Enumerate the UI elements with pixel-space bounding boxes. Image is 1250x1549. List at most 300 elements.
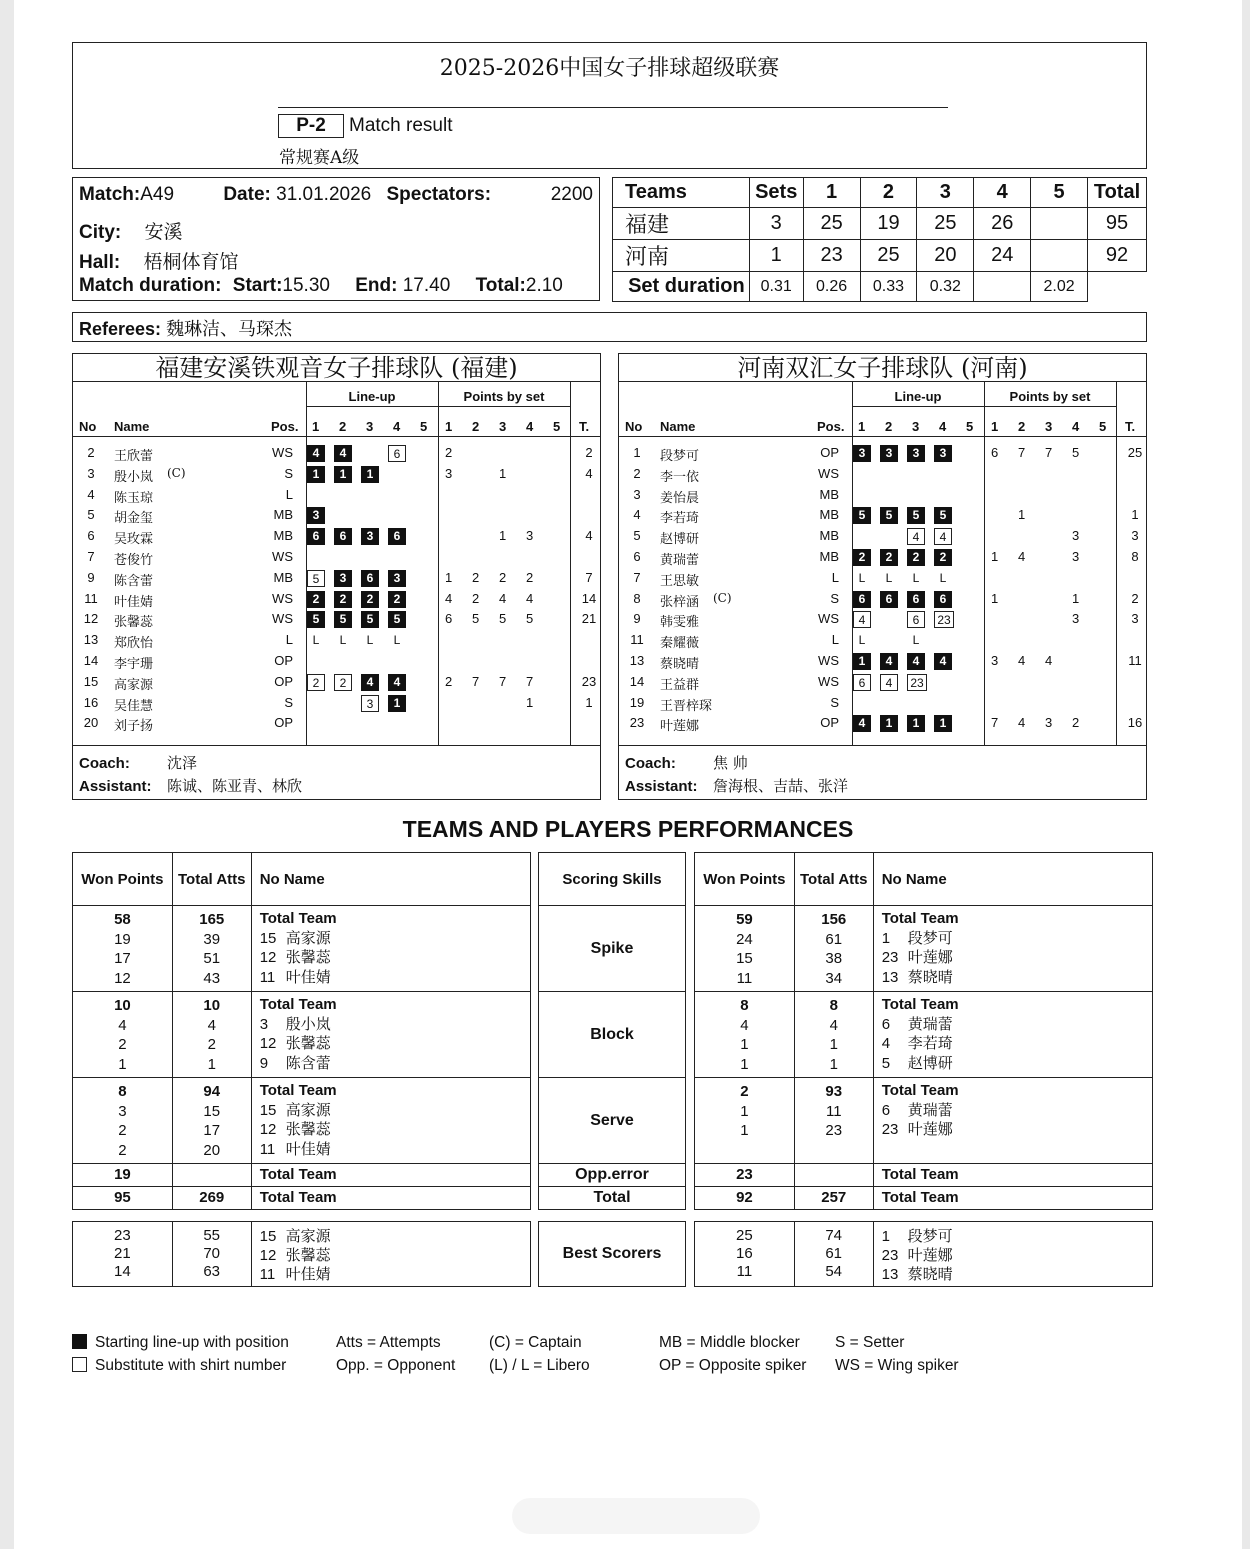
best-total-atts: [794, 1222, 873, 1287]
player-name: 秦耀薇: [660, 636, 700, 652]
points-set1: 6: [991, 445, 999, 460]
best-total-atts: [172, 1222, 251, 1287]
team-b-set2: 25: [860, 240, 917, 272]
best-atts: 61: [825, 1245, 843, 1262]
team-a-group-rule: [306, 406, 570, 407]
player-number: 9: [259, 1054, 269, 1072]
team-a-lineup-header: Line-up: [348, 389, 396, 404]
team-a-points-set1-header: 1: [445, 419, 453, 434]
best-scorers-b: [694, 1221, 1153, 1287]
player-position: MB: [273, 507, 293, 523]
player-position: MB: [819, 507, 839, 523]
perf-header-row: [73, 853, 531, 906]
legend-opp: Opp. = Opponent: [336, 1357, 456, 1374]
player-number: 3: [633, 486, 641, 502]
lineup-set1: 3: [307, 507, 325, 524]
lineup-set1: 3: [853, 445, 871, 462]
player-row: [73, 630, 600, 650]
perf-value: 23: [825, 1122, 843, 1139]
team-b-title: 河南双汇女子排球队 (河南): [619, 354, 1146, 382]
lineup-set3: 3: [361, 528, 379, 545]
player-position: WS: [818, 673, 839, 689]
player-row: [73, 485, 600, 505]
best-name-line: [260, 1265, 530, 1284]
player-total: 21: [581, 611, 597, 627]
player-row: [73, 651, 600, 671]
player-number: 6: [881, 1101, 891, 1119]
team-b-set1: 23: [803, 240, 860, 272]
best-name-line: [260, 1246, 530, 1265]
team-b-assistant-row: [625, 775, 848, 796]
points-set4: 5: [526, 611, 534, 627]
lineup-set3: 1: [361, 466, 379, 483]
lineup-set4: 3: [934, 445, 952, 462]
team-b-lineup-set4-header: 4: [939, 419, 947, 434]
points-set3: 7: [1045, 445, 1053, 460]
total-team-label: Total Team: [259, 1082, 337, 1099]
won-points: 23: [695, 1164, 795, 1187]
header-box: [72, 42, 1147, 169]
team-a-set1: 25: [803, 208, 860, 240]
player-name: 李若琦: [660, 511, 700, 527]
city-row: [79, 217, 183, 244]
player-number: 2: [633, 465, 641, 481]
perf-value: 38: [825, 950, 843, 967]
team-a-no-header: No: [79, 419, 97, 434]
perf-name-cell: [251, 992, 530, 1078]
player-number: 9: [87, 569, 95, 585]
best-points: 21: [114, 1245, 131, 1262]
player-number: 14: [83, 653, 99, 668]
lineup-set2: 4: [880, 674, 898, 691]
lineup-set2: 4: [880, 653, 898, 670]
skill-row-spike: [73, 906, 531, 992]
best-scorers-row: [695, 1222, 1153, 1287]
perf-cell: [695, 992, 795, 1078]
player-position: OP: [274, 653, 293, 668]
team-b-set3: 20: [917, 240, 974, 272]
lineup-set2: 5: [880, 507, 898, 524]
perf-name-line: [260, 1081, 530, 1101]
team-a-coach-row: [79, 752, 197, 773]
team-b-roster: [618, 353, 1147, 800]
points-set3: 4: [1045, 653, 1053, 668]
perf-value: 17: [114, 950, 131, 967]
points-set2: 2: [472, 590, 480, 606]
total-atts-header: Total Atts: [172, 853, 251, 906]
teams-header: Teams: [613, 178, 750, 208]
perf-cell: [172, 1078, 251, 1164]
best-points: 11: [736, 1263, 753, 1280]
skill-name: Block: [539, 992, 686, 1078]
player-name: 黄瑞蕾: [907, 1100, 953, 1119]
opp-label-row: [539, 1164, 686, 1187]
lineup-set3: 6: [907, 611, 925, 628]
won-points: 95: [73, 1187, 173, 1210]
player-number: 1: [881, 929, 891, 947]
set5-header: 5: [1031, 178, 1088, 208]
lineup-set3: 5: [361, 611, 379, 628]
team-a-assistant-row: [79, 775, 302, 796]
match-code: A49: [140, 184, 175, 205]
player-name: 吴佳慧: [114, 698, 154, 714]
player-number: 11: [259, 1266, 276, 1283]
lineup-set3: 6: [907, 591, 925, 608]
points-set2: 7: [1018, 445, 1026, 460]
player-row: [619, 630, 1146, 650]
player-row: [619, 713, 1146, 733]
team-a-header-rule: [73, 436, 600, 437]
doc-type: Match result: [349, 115, 453, 136]
skills-header-row: [539, 853, 686, 906]
team-b-points-header: Points by set: [1009, 389, 1091, 404]
lineup-set3: 2: [907, 549, 925, 566]
points-set3: 2: [499, 569, 507, 585]
hall-row: [79, 247, 238, 274]
perf-name-line: [882, 948, 1152, 968]
team-a-lineup-set1-header: 1: [312, 419, 320, 434]
best-scorers-row: [73, 1222, 531, 1287]
team-b-coach-name: 焦 帅: [713, 754, 748, 772]
player-number: 8: [633, 590, 641, 606]
player-name: 张馨蕊: [285, 1034, 331, 1052]
total-header: Total: [1088, 178, 1147, 208]
player-number: 9: [633, 611, 641, 627]
perf-value: 15: [736, 950, 753, 967]
player-row: [73, 443, 600, 463]
player-number: 13: [881, 968, 899, 986]
player-name: 韩雯雅: [660, 615, 700, 631]
points-set1: 2: [445, 445, 453, 460]
points-set2: 5: [472, 611, 480, 627]
player-number: 15: [259, 1101, 277, 1119]
set-scores-table: [612, 177, 1147, 302]
best-names: [251, 1222, 530, 1287]
player-total: 25: [1127, 445, 1143, 460]
lineup-set1: 4: [853, 611, 871, 628]
captain-mark: (C): [167, 465, 186, 480]
points-set4: 2: [526, 569, 534, 585]
lineup-set3: 23: [907, 674, 927, 691]
performances-title: TEAMS AND PLAYERS PERFORMANCES: [402, 816, 854, 842]
total-label: Total: [539, 1187, 686, 1210]
player-total: 2: [1131, 590, 1139, 606]
perf-value: 2: [207, 1036, 216, 1053]
perf-value: 43: [203, 969, 221, 987]
player-row: [619, 526, 1146, 546]
lineup-set1: 6: [853, 591, 871, 608]
player-number: 6: [87, 528, 95, 544]
skill-row-serve: [73, 1078, 531, 1164]
player-name: 赵博研: [660, 532, 700, 548]
points-set2: 1: [1018, 507, 1026, 523]
perf-value: 20: [203, 1141, 221, 1159]
total-label: Total:: [475, 275, 526, 296]
player-name: 胡金玺: [114, 511, 154, 527]
perf-cell: [73, 992, 173, 1078]
points-set4: 3: [526, 528, 534, 544]
perf-cell: [73, 906, 173, 992]
player-name: 苍俊竹: [114, 553, 154, 568]
player-row: [73, 672, 600, 692]
player-position: S: [284, 694, 293, 710]
player-total: 8: [1131, 549, 1139, 564]
best-names: [873, 1222, 1152, 1287]
points-set4: 3: [1072, 528, 1080, 544]
points-set4: 1: [526, 694, 534, 710]
player-row: [619, 464, 1146, 484]
no-name-header: No Name: [873, 853, 1152, 906]
lineup-set3: L: [912, 633, 920, 648]
best-scorers-label: Best Scorers: [539, 1222, 686, 1287]
perf-value: 24: [736, 930, 753, 948]
player-number: 16: [83, 694, 99, 710]
player-number: 11: [84, 590, 98, 606]
scores-header-row: [613, 178, 1147, 208]
lineup-set1: 5: [307, 570, 325, 587]
team-a-lineup-set2-header: 2: [339, 419, 347, 434]
lineup-set2: 2: [880, 549, 898, 566]
team-a-points-header: Points by set: [463, 389, 545, 404]
empty-square-icon: [72, 1357, 87, 1372]
total-team-label: Total Team: [881, 996, 959, 1013]
player-position: L: [285, 632, 293, 648]
lineup-set1: 2: [307, 591, 325, 608]
player-number: 15: [83, 673, 99, 689]
player-name: 王晋梓琛: [660, 698, 713, 714]
player-position: WS: [818, 465, 839, 481]
points-set4: 7: [526, 673, 534, 689]
perf-cell: [172, 992, 251, 1078]
points-set4: 4: [526, 590, 534, 606]
perf-value: 93: [825, 1083, 843, 1100]
points-set1: 1: [991, 549, 999, 564]
perf-value: 59: [736, 911, 753, 928]
points-set1: 6: [445, 611, 453, 627]
perf-value: 156: [821, 911, 847, 928]
team-b-assistant-names: 詹海根、吉喆、张洋: [713, 777, 849, 795]
player-name: 张馨蕊: [114, 615, 154, 631]
player-position: WS: [272, 590, 293, 606]
team-b-no-header: No: [625, 419, 643, 434]
team-a-coach-label: Coach:: [79, 755, 130, 772]
total-atts: [172, 1164, 251, 1187]
total-set-duration: 2.02: [1031, 272, 1088, 302]
team-b-points-set3-header: 3: [1045, 419, 1053, 434]
total-team-label: Total Team: [881, 910, 959, 927]
best-atts: 70: [203, 1245, 221, 1262]
team-b-lineup-set3-header: 3: [912, 419, 920, 434]
captain-mark: (C): [713, 590, 732, 605]
lineup-set2: 6: [880, 591, 898, 608]
best-atts: 55: [203, 1227, 221, 1244]
lineup-set2: 5: [334, 611, 352, 628]
perf-value: 2: [118, 1122, 127, 1139]
team-b-total-header: T.: [1125, 419, 1136, 434]
perf-value: 1: [740, 1055, 749, 1073]
player-number: 23: [881, 1121, 899, 1138]
legend-op: OP = Opposite spiker: [659, 1357, 807, 1374]
points-set3: 3: [1045, 715, 1053, 731]
team-a-assistant-label: Assistant:: [79, 778, 152, 795]
points-set2: 2: [472, 569, 480, 585]
player-row: [619, 568, 1146, 588]
city-label: City:: [79, 222, 122, 243]
referees-names: 魏琳洁、马琛杰: [166, 319, 293, 340]
opp-row: [695, 1164, 1153, 1187]
perf-name-cell: [873, 992, 1152, 1078]
team-b-pos-header: Pos.: [817, 419, 845, 434]
player-name: 殷小岚: [285, 1014, 331, 1033]
skill-row-block: [695, 992, 1153, 1078]
player-name: 叶莲娜: [907, 948, 953, 966]
total-atts: 269: [172, 1187, 251, 1210]
legend-ws: WS = Wing spiker: [835, 1357, 959, 1374]
lineup-set3: 6: [361, 570, 379, 587]
lineup-set1: L: [858, 570, 866, 585]
team-a-coach-name: 沈泽: [167, 754, 198, 772]
player-name: 王益群: [660, 677, 700, 693]
best-name-line: [882, 1227, 1152, 1246]
player-total: 16: [1127, 715, 1143, 731]
team-b-points-set2-header: 2: [1018, 419, 1026, 434]
won-points-header: Won Points: [73, 853, 173, 906]
total-row: [695, 1187, 1153, 1210]
perf-name-cell: [873, 906, 1152, 992]
team-b-name: 河南: [613, 240, 750, 272]
spectators-value: 2200: [550, 184, 593, 205]
perf-value: 1: [740, 1036, 749, 1053]
perf-name-line: [260, 1120, 530, 1140]
lineup-set3: 5: [907, 507, 925, 524]
lineup-set4: 1: [388, 695, 406, 712]
perf-name-line: [260, 968, 530, 988]
player-total: 14: [581, 590, 597, 606]
team-a-points-set2-header: 2: [472, 419, 480, 434]
perf-value: 2: [118, 1141, 127, 1159]
team-b-group-rule: [852, 406, 1116, 407]
skill-label-row: [539, 906, 686, 992]
points-set4: 1: [1072, 590, 1080, 606]
total-team-label: Total Team: [259, 996, 337, 1013]
lineup-set4: 6: [388, 528, 406, 545]
score-sheet: [14, 0, 1242, 1549]
lineup-set2: L: [339, 633, 347, 648]
player-name: 郑欣怡: [114, 636, 154, 652]
player-number: 1: [633, 445, 641, 460]
player-position: L: [831, 632, 839, 648]
points-set1: 3: [445, 465, 453, 481]
player-total: 3: [1131, 528, 1139, 544]
player-name: 叶莲娜: [907, 1120, 953, 1138]
player-number: 11: [259, 1140, 276, 1158]
lineup-set4: 23: [934, 611, 954, 628]
total-atts: 257: [794, 1187, 873, 1210]
player-number: 3: [259, 1015, 269, 1033]
player-number: 12: [83, 611, 99, 627]
duration-label: Match duration:: [79, 275, 222, 296]
hall-value: 梧桐体育馆: [143, 251, 239, 273]
points-set2: 4: [1018, 549, 1026, 564]
player-position: WS: [818, 611, 839, 627]
duration-row: [79, 275, 563, 297]
set1-duration: 0.31: [749, 272, 803, 302]
perf-name-line: [260, 909, 530, 929]
player-total: 2: [585, 445, 593, 460]
lineup-set2: 2: [334, 674, 352, 691]
player-number: 7: [87, 549, 95, 564]
best-name-line: [882, 1265, 1152, 1284]
spectators-label: Spectators:: [386, 184, 492, 205]
best-points: 23: [114, 1227, 131, 1244]
skill-row-block: [73, 992, 531, 1078]
perf-name-line: [260, 1140, 530, 1160]
set5-duration: [974, 272, 1031, 302]
perf-value: 1: [118, 1055, 127, 1073]
player-name: 张馨蕊: [285, 948, 331, 966]
player-total: 3: [1131, 611, 1139, 627]
player-position: S: [284, 465, 293, 481]
set-duration-row: [613, 272, 1147, 302]
referees-label: Referees:: [79, 319, 162, 339]
total-team-label: Total Team: [873, 1164, 1152, 1187]
player-number: 7: [633, 569, 641, 585]
player-position: WS: [272, 445, 293, 460]
perf-value: 3: [118, 1102, 127, 1120]
perf-name-line: [882, 1081, 1152, 1101]
player-number: 23: [881, 949, 899, 966]
team-a-lineup-set3-header: 3: [366, 419, 374, 434]
skill-row-spike: [695, 906, 1153, 992]
player-number: 13: [83, 632, 99, 648]
player-name: 王欣蕾: [114, 449, 154, 464]
perf-value: 34: [825, 969, 843, 987]
player-number: 3: [87, 465, 95, 481]
player-name: 段梦可: [660, 449, 700, 464]
team-b-score-row: [613, 240, 1147, 272]
player-position: WS: [272, 611, 293, 627]
lineup-set3: L: [366, 633, 374, 648]
opp-label: Opp.error: [539, 1164, 686, 1187]
team-b-sets: 1: [749, 240, 803, 272]
best-points: 16: [736, 1245, 753, 1262]
skill-name: Serve: [539, 1078, 686, 1164]
filled-square-icon: [72, 1334, 87, 1349]
player-name: 段梦可: [907, 1227, 953, 1245]
player-position: L: [285, 486, 293, 502]
lineup-set1: 5: [853, 507, 871, 524]
set4-header: 4: [974, 178, 1031, 208]
perf-value: 8: [118, 1083, 127, 1100]
perf-value: 10: [114, 997, 131, 1014]
points-set3: 4: [499, 590, 507, 606]
lineup-set4: 3: [388, 570, 406, 587]
best-scorers-label-table: [538, 1221, 686, 1287]
lineup-set1: 1: [853, 653, 871, 670]
player-number: 1: [881, 1228, 890, 1245]
lineup-set4: 4: [388, 674, 406, 691]
won-points: 19: [73, 1164, 173, 1187]
player-name: 李若琦: [907, 1034, 953, 1052]
player-name: 张馨蕊: [285, 1120, 331, 1138]
points-set1: 1: [445, 569, 453, 585]
lineup-set1: 2: [853, 549, 871, 566]
best-won-points: [73, 1222, 173, 1287]
player-number: 4: [87, 486, 95, 502]
start-value: 15.30: [282, 275, 330, 296]
lineup-set3: 4: [907, 653, 925, 670]
perf-name-line: [260, 1015, 530, 1035]
